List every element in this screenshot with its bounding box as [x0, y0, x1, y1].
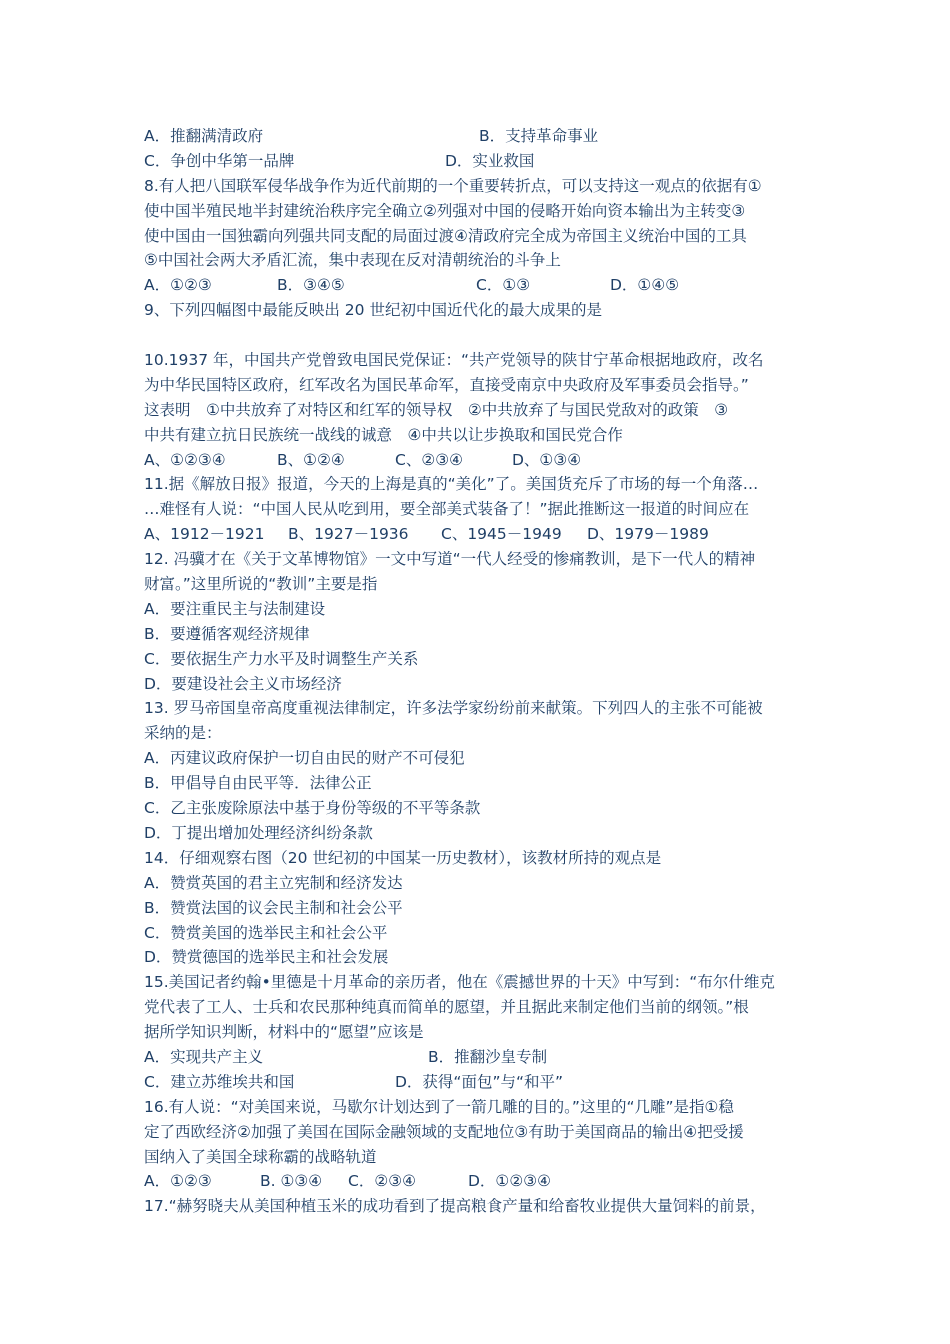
- q16-option-c: C．②③④: [348, 1172, 417, 1191]
- q10-stem-line: 10.1937 年，中国共产党曾致电国民党保证：“共产党领导的陕甘宁革命根据地政府，改名: [144, 351, 764, 370]
- q9-stem-line: 9、下列四幅图中最能反映出 20 世纪初中国近代化的最大成果的是: [144, 301, 602, 320]
- q11-option-b: B、1927－1936: [288, 525, 409, 544]
- q16-option-a: A．①②③: [144, 1172, 212, 1191]
- q16-stem-line: 16.有人说：“对美国来说，马歇尔计划达到了一箭几雕的目的。”这里的“几雕”是指①稳: [144, 1097, 734, 1116]
- q11-stem-line: …难怪有人说：“中国人民从吃到用，要全部美式装备了！”据此推断这一报道的时间应在: [144, 500, 750, 519]
- q10-options-row: [144, 448, 812, 473]
- q15-option-d: D．获得“面包”与“和平”: [395, 1072, 564, 1091]
- q10-option-b: B、①②④: [277, 450, 345, 469]
- q15-stem-line: 15.美国记者约翰•里德是十月革命的亲历者，他在《震撼世界的十天》中写到：“布尔什维克: [144, 973, 775, 992]
- q8-stem-line: 使中国由一国独霸向列强共同支配的局面过渡④清政府完全成为帝国主义统治中国的工具: [144, 226, 747, 245]
- q15-option-b: B．推翻沙皇专制: [428, 1047, 548, 1066]
- q13-option-a: A．丙建议政府保护一切自由民的财产不可侵犯: [144, 749, 465, 768]
- q11-options-row: [144, 522, 812, 547]
- q7-option-d: D．实业救国: [445, 151, 535, 170]
- q15-options-row-1: [144, 1045, 812, 1070]
- q12-option-a: A．要注重民主与法制建设: [144, 599, 326, 618]
- q12-option-c: C．要依据生产力水平及时调整生产关系: [144, 649, 419, 668]
- q14-stem-line: 14．仔细观察右图（20 世纪初的中国某一历史教材），该教材所持的观点是: [144, 848, 662, 867]
- q11-option-a: A、1912－1921: [144, 525, 265, 544]
- q8-option-c: C．①③: [476, 276, 531, 295]
- q15-option-c: C．建立苏维埃共和国: [144, 1072, 295, 1091]
- q14-option-c: C．赞赏美国的选举民主和社会公平: [144, 923, 388, 942]
- q10-option-d: D、①③④: [512, 450, 582, 469]
- q15-stem-line: 党代表了工人、士兵和农民那种纯真而简单的愿望，并且据此来制定他们当前的纲领。”根: [144, 998, 749, 1017]
- q8-stem-line: 使中国半殖民地半封建统治秩序完全确立②列强对中国的侵略开始向资本输出为主转变③: [144, 201, 746, 220]
- q12-option-b: B．要遵循客观经济规律: [144, 624, 310, 643]
- q13-option-b: B．甲倡导自由民平等．法律公正: [144, 774, 372, 793]
- q7-option-c: C．争创中华第一品牌: [144, 151, 295, 170]
- q10-option-a: A、①②③④: [144, 450, 226, 469]
- q10-option-c: C、②③④: [395, 450, 464, 469]
- q14-option-d: D．赞赏德国的选举民主和社会发展: [144, 948, 389, 967]
- question-content: [144, 124, 812, 1219]
- q14-option-a: A．赞赏英国的君主立宪制和经济发达: [144, 873, 403, 892]
- q7-option-a: A．推翻满清政府: [144, 127, 264, 145]
- q13-option-c: C．乙主张废除原法中基于身份等级的不平等条款: [144, 799, 481, 818]
- q16-option-b: B. ①③④: [260, 1172, 323, 1191]
- q7-options-row-2: [144, 149, 812, 174]
- q16-stem-line: 定了西欧经济②加强了美国在国际金融领域的支配地位③有助于美国商品的输出④把受援: [144, 1122, 744, 1141]
- q14-option-b: B．赞赏法国的议会民主制和社会公平: [144, 898, 403, 917]
- q10-stem-line: 这表明 ①中共放弃了对特区和红军的领导权 ②中共放弃了与国民党敌对的政策 ③: [144, 400, 729, 419]
- q17-stem-line: 17.“赫努晓夫从美国种植玉米的成功看到了提高粮食产量和给畜牧业提供大量饲料的前景，: [144, 1197, 766, 1216]
- q12-stem-line: 财富。”这里所说的“教训”主要是指: [144, 575, 378, 594]
- q13-stem-line: 13. 罗马帝国皇帝高度重视法律制定，许多法学家纷纷前来献策。下列四人的主张不可能被: [144, 699, 763, 718]
- q15-option-a: A．实现共产主义: [144, 1047, 264, 1066]
- q16-option-d: D．①②③④: [468, 1172, 552, 1191]
- q8-options-row: [144, 273, 812, 298]
- q11-stem-line: 11.据《解放日报》报道，今天的上海是真的“美化”了。美国货充斥了市场的每一个角落…: [144, 475, 759, 494]
- q8-option-b: B．③④⑤: [277, 276, 345, 295]
- q10-stem-line: 为中华民国特区政府，红军改名为国民革命军，直接受南京中央政府及军事委员会指导。”: [144, 375, 749, 394]
- q16-options-row: [144, 1169, 812, 1194]
- q8-option-a: A．①②③: [144, 276, 212, 295]
- q12-option-d: D．要建设社会主义市场经济: [144, 674, 342, 693]
- q8-stem-line: 8.有人把八国联军侵华战争作为近代前期的一个重要转折点，可以支持这一观点的依据有①: [144, 176, 762, 195]
- q7-options-row-1: [144, 124, 812, 149]
- q12-stem-line: 12. 冯骥才在《关于文革博物馆》一文中写道“一代人经受的惨痛教训，是下一代人的精神: [144, 550, 756, 569]
- q13-stem-line: 采纳的是：: [144, 724, 222, 743]
- q15-options-row-2: [144, 1070, 812, 1095]
- q11-option-c: C、1945－1949: [441, 525, 562, 544]
- q9-image-space: [144, 323, 812, 348]
- q8-option-d: D．①④⑤: [610, 276, 680, 295]
- q10-stem-line: 中共有建立抗日民族统一战线的诚意 ④中共以让步换取和国民党合作: [144, 425, 623, 444]
- q8-stem-line: ⑤中国社会两大矛盾汇流，集中表现在反对清朝统治的斗争上: [144, 251, 561, 270]
- q7-option-b: B．支持革命事业: [479, 127, 599, 145]
- q13-option-d: D．丁提出增加处理经济纠纷条款: [144, 823, 373, 842]
- q16-stem-line: 国纳入了美国全球称霸的战略轨道: [144, 1147, 377, 1166]
- q11-option-d: D、1979－1989: [587, 525, 709, 544]
- q15-stem-line: 据所学知识判断，材料中的“愿望”应该是: [144, 1023, 424, 1042]
